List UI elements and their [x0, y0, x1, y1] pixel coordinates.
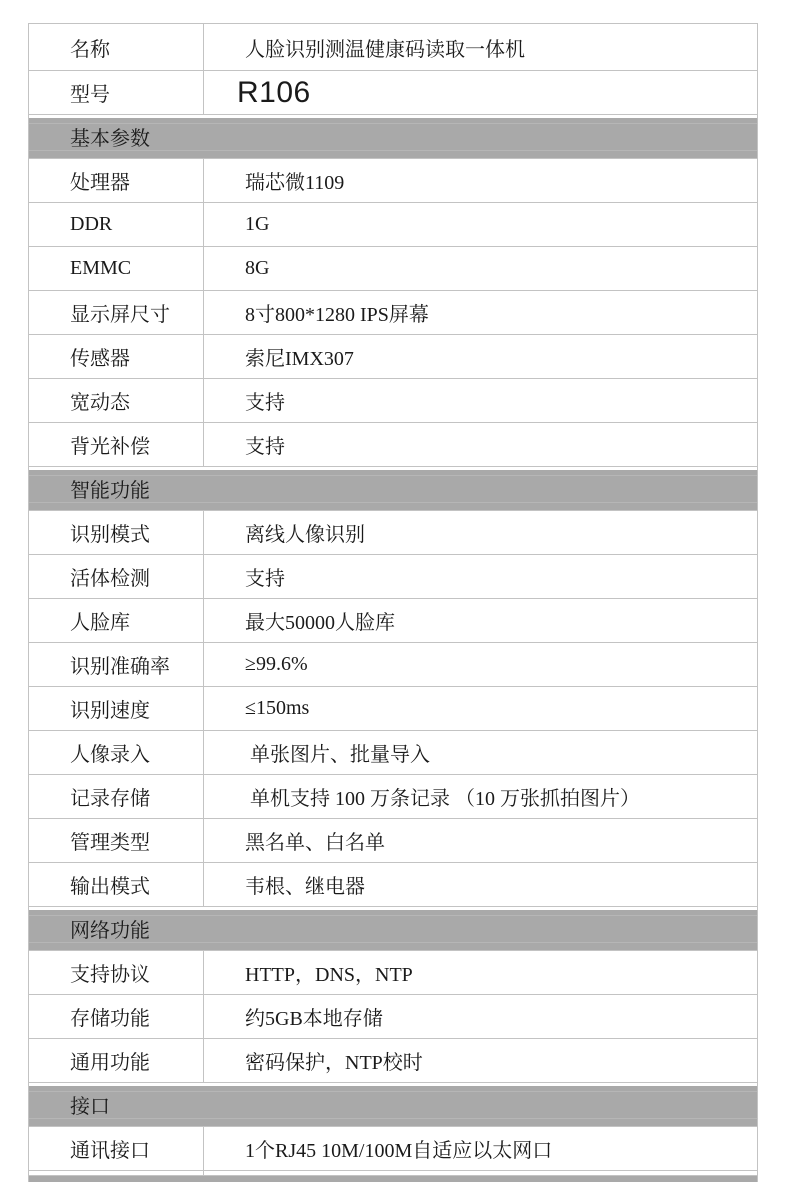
spec-label-cell: 通用功能	[29, 1039, 204, 1082]
section-header-label: 智能功能	[70, 480, 150, 502]
spec-label-cell: 管理类型	[29, 819, 204, 862]
spec-label-cell: EMMC	[29, 247, 204, 290]
spec-value-cell: 支持	[245, 436, 285, 458]
spec-row-recognition-speed	[29, 687, 757, 731]
spec-label-cell: 存储功能	[29, 995, 204, 1038]
spec-label-cell: 宽动态	[29, 379, 204, 422]
spec-label-cell: 人脸库	[29, 599, 204, 642]
spec-row-management-type	[29, 819, 757, 863]
spec-value-cell: 索尼IMX307	[245, 348, 354, 370]
spec-label-cell: DDR	[29, 203, 204, 246]
spec-label-cell: 背光补偿	[29, 423, 204, 466]
spec-row-face-enrollment	[29, 731, 757, 775]
model-number-value: R106	[237, 75, 311, 109]
spec-value-cell: 8G	[245, 257, 270, 279]
spec-value-cell: 最大50000人脸库	[245, 612, 395, 634]
spec-value-cell: 人脸识别测温健康码读取一体机	[245, 38, 525, 61]
spec-value-cell: ≥99.6%	[245, 653, 308, 675]
spec-label-cell: 传感器	[29, 335, 204, 378]
spec-table	[28, 23, 758, 1182]
section-header-interfaces	[29, 1083, 757, 1127]
spec-value-cell: HTTP，DNS，NTP	[245, 964, 413, 986]
spec-label-cell: 型号	[29, 71, 204, 114]
spec-value-cell: 单张图片、批量导入	[245, 744, 430, 766]
spec-row-record-storage	[29, 775, 757, 819]
spec-label-cell: 显示屏尺寸	[29, 291, 204, 334]
spec-value-cell: 离线人像识别	[245, 524, 365, 546]
spec-label-cell: 活体检测	[29, 555, 204, 598]
spec-value-cell: 支持	[245, 392, 285, 414]
section-header-label: 基本参数	[70, 128, 150, 150]
spec-value-cell: ≤150ms	[245, 697, 310, 719]
spec-row-storage-function	[29, 995, 757, 1039]
spec-row-ddr	[29, 203, 757, 247]
spec-label-cell: 输出模式	[29, 863, 204, 906]
spec-label-cell: 通讯接口	[29, 1127, 204, 1170]
spec-value-cell: 支持	[245, 568, 285, 590]
spec-label-cell: 记录存储	[29, 775, 204, 818]
spec-label-cell: 处理器	[29, 159, 204, 202]
spec-label-cell: 识别速度	[29, 687, 204, 730]
spec-row-output-mode	[29, 863, 757, 907]
spec-value-cell: 韦根、继电器	[245, 876, 365, 898]
partial-label-cell	[29, 1171, 204, 1175]
spec-row-face-library	[29, 599, 757, 643]
spec-label-cell: 名称	[29, 24, 204, 70]
partial-section-bar	[29, 1175, 757, 1182]
spec-row-processor	[29, 159, 757, 203]
spec-value-cell: 黑名单、白名单	[245, 832, 385, 854]
spec-value-cell: 8寸800*1280 IPS屏幕	[245, 304, 429, 326]
section-header-smart-functions	[29, 467, 757, 511]
spec-value-cell: 单机支持 100 万条记录 （10 万张抓拍图片）	[245, 788, 640, 810]
spec-row-liveness-detection	[29, 555, 757, 599]
spec-value-cell: 约5GB本地存储	[245, 1008, 383, 1030]
spec-value-cell: 1G	[245, 213, 270, 235]
spec-row-supported-protocols	[29, 951, 757, 995]
spec-row-name	[29, 24, 757, 71]
spec-row-recognition-mode	[29, 511, 757, 555]
spec-row-general-functions	[29, 1039, 757, 1083]
spec-label-cell: 人像录入	[29, 731, 204, 774]
spec-row-communication-interface	[29, 1127, 757, 1171]
spec-label-cell: 识别准确率	[29, 643, 204, 686]
spec-row-backlight-compensation	[29, 423, 757, 467]
spec-row-model	[29, 71, 757, 115]
spec-value-cell: 1个RJ45 10M/100M自适应以太网口	[245, 1140, 553, 1162]
section-header-network-functions	[29, 907, 757, 951]
spec-label-cell: 支持协议	[29, 951, 204, 994]
section-header-label: 接口	[70, 1096, 110, 1118]
spec-row-sensor	[29, 335, 757, 379]
spec-label-cell: 识别模式	[29, 511, 204, 554]
spec-row-recognition-accuracy	[29, 643, 757, 687]
section-header-basic-params	[29, 115, 757, 159]
spec-row-display-size	[29, 291, 757, 335]
spec-row-emmc	[29, 247, 757, 291]
spec-value-cell: 密码保护，NTP校时	[245, 1052, 423, 1074]
section-header-label: 网络功能	[70, 920, 150, 942]
spec-row-wdr	[29, 379, 757, 423]
spec-value-cell: 瑞芯微1109	[245, 172, 345, 194]
